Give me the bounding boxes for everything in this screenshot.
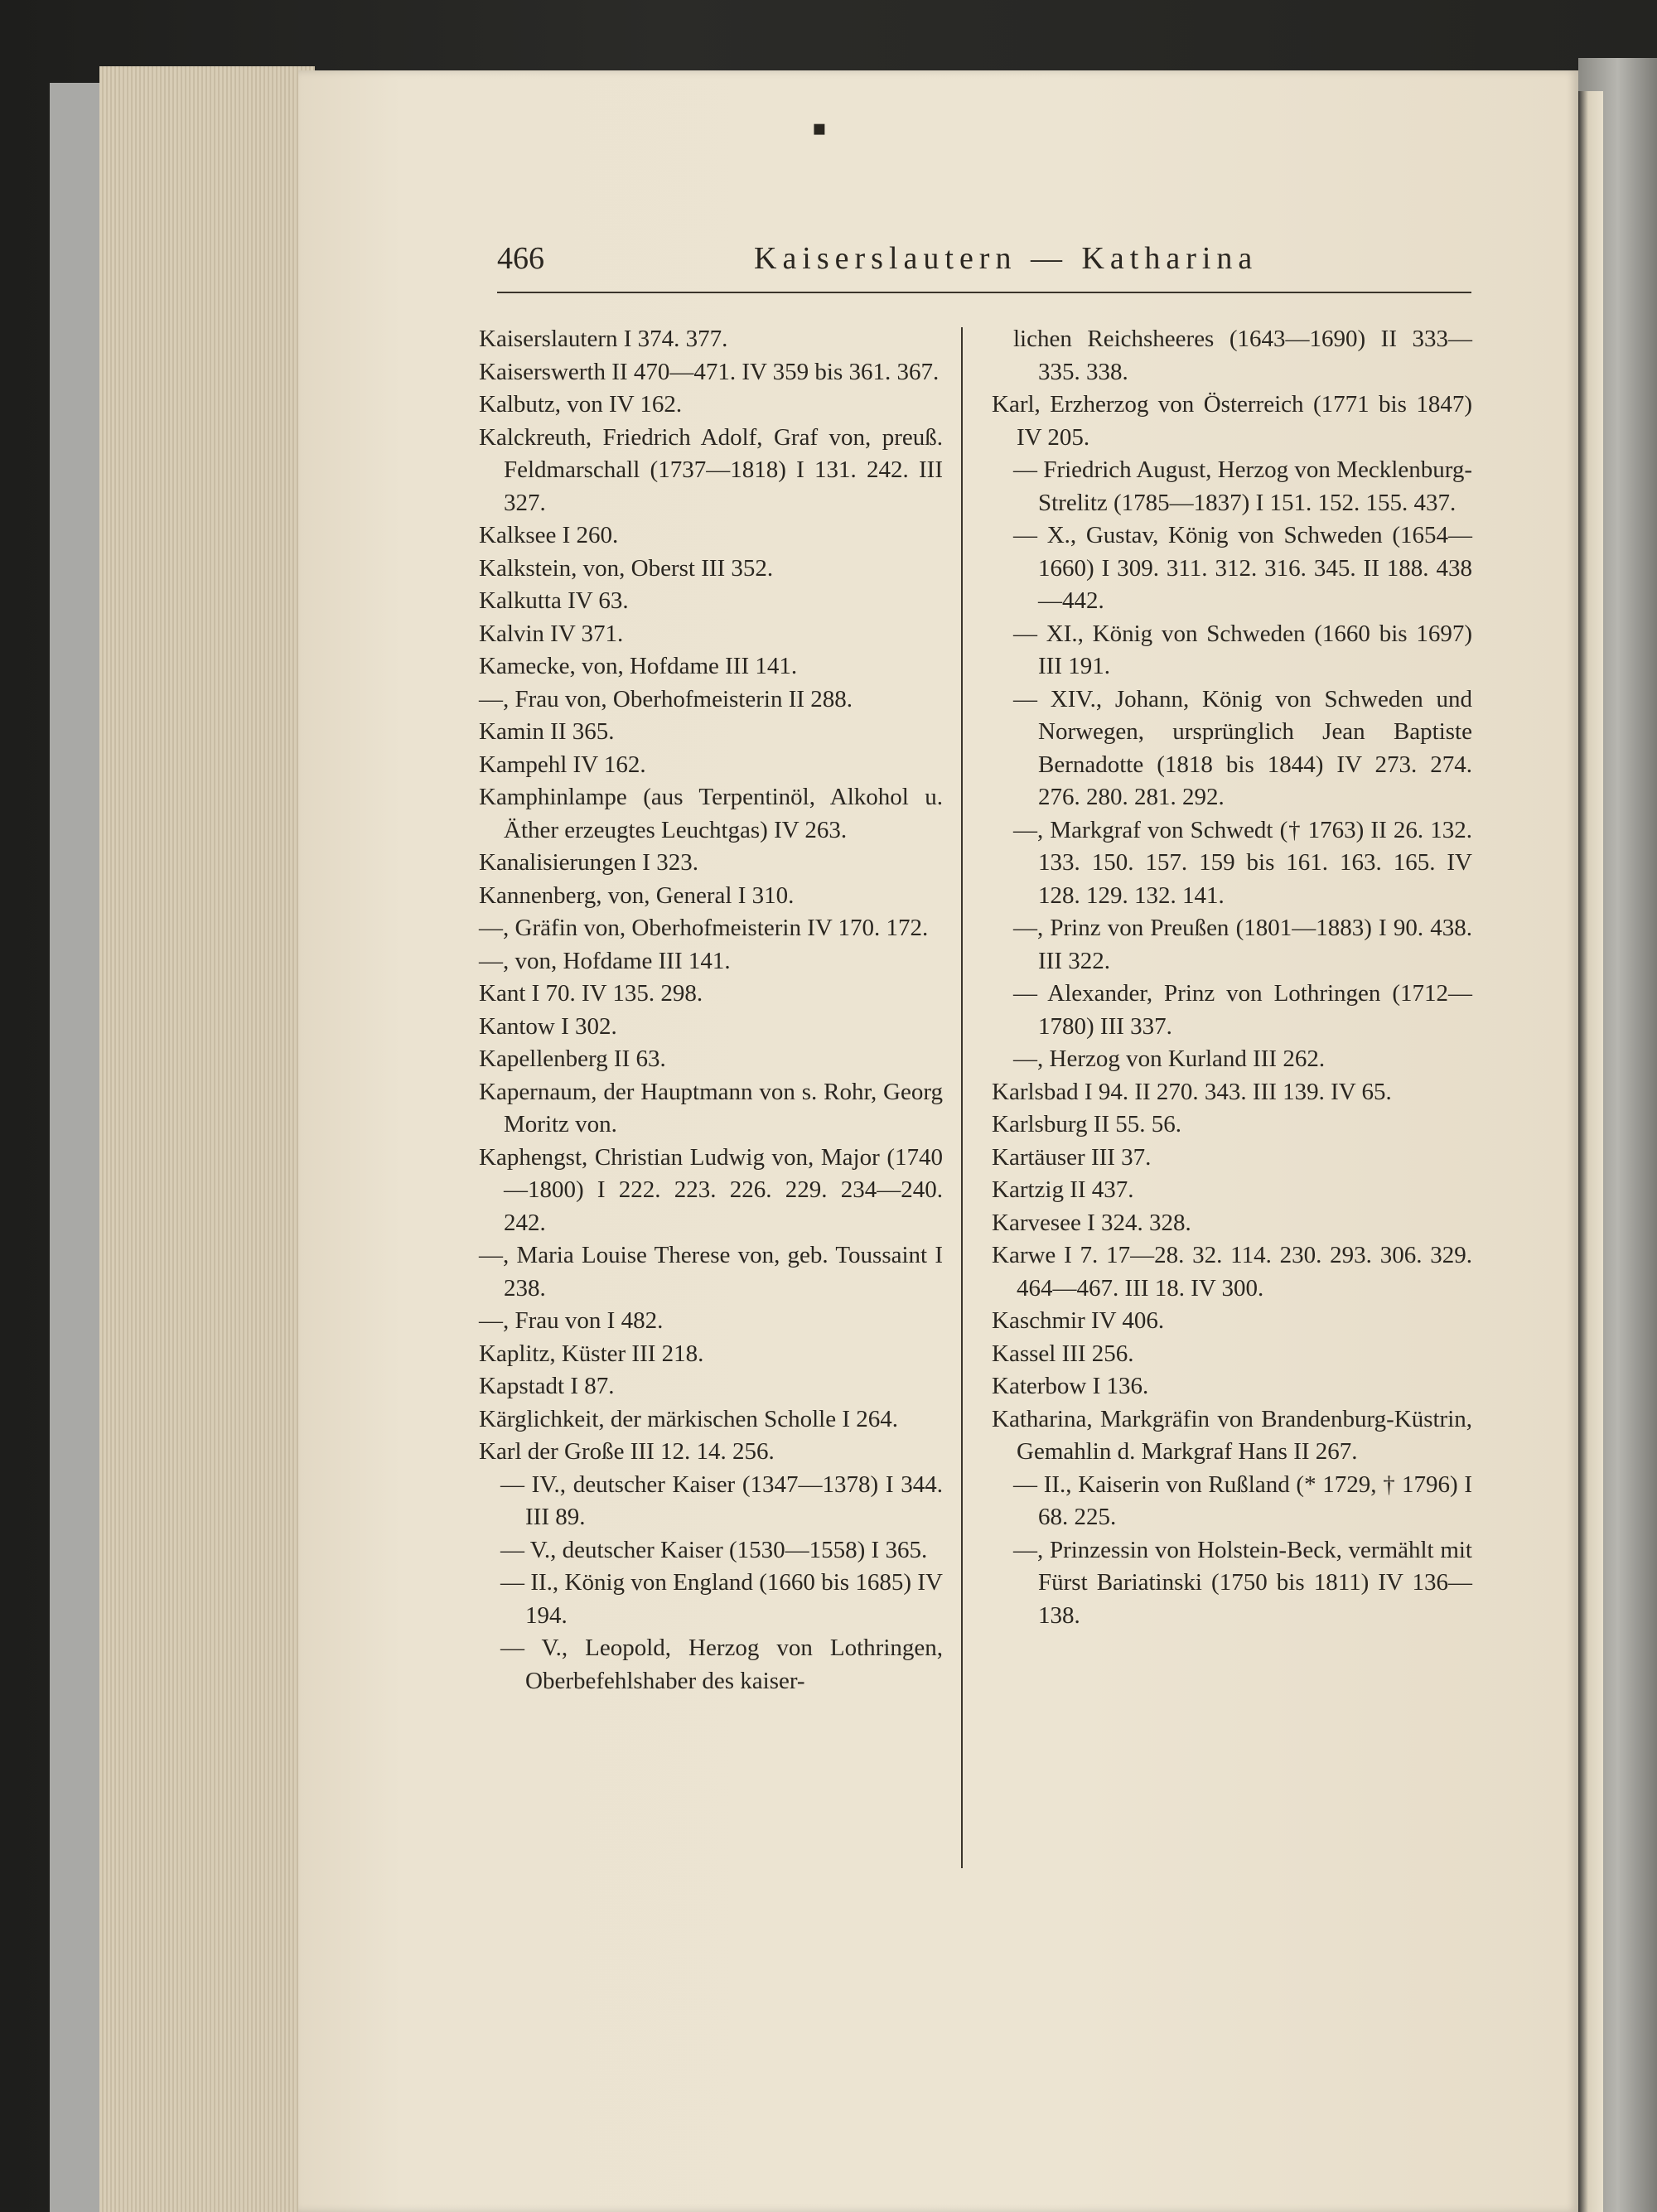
index-entry: Kapstadt I 87. — [479, 1373, 615, 1399]
index-entry: — V., deutscher Kaiser (1530—1558) I 365. — [500, 1536, 928, 1563]
index-entry: — Alexander, Prinz von Lothringen (1712—1780) III 337. — [1013, 980, 1472, 1040]
index-entry: Katharina, Markgräfin von Brandenburg-Küstrin, Gemahlin d. Markgraf Hans II 267. — [992, 1405, 1472, 1465]
index-entry: Kaiserslautern I 374. 377. — [479, 326, 728, 352]
page-header — [497, 240, 1475, 290]
index-entry: Kantow I 302. — [479, 1012, 617, 1040]
index-column-left — [479, 323, 943, 1698]
index-entry: Katerbow I 136. — [992, 1373, 1149, 1399]
index-entry: — V., Leopold, Herzog von Lothringen, Oberbefehlshaber des kaiser- — [500, 1635, 943, 1694]
page-gutter — [1578, 91, 1603, 2212]
index-entry: —, Prinzessin von Holstein-Beck, vermählt mit Fürst Bariatinski (1750 bis 1811) IV 136—138. — [1013, 1536, 1472, 1629]
index-entry: Karwe I 7. 17—28. 32. 114. 230. 293. 306. 329. 464—467. III 18. IV 300. — [992, 1242, 1472, 1302]
index-entry: —, Maria Louise Therese von, geb. Toussaint I 238. — [479, 1242, 943, 1302]
index-entry: Kalbutz, von IV 162. — [479, 391, 683, 418]
index-entry: Kanalisierungen I 323. — [479, 849, 698, 876]
index-entry: Kalkutta IV 63. — [479, 587, 629, 614]
index-entry: —, Herzog von Kurland III 262. — [1013, 1046, 1326, 1072]
index-entry: —, Frau von, Oberhofmeisterin II 288. — [479, 685, 853, 712]
index-entry: —, von, Hofdame III 141. — [479, 947, 731, 974]
index-entry: Kartäuser III 37. — [992, 1143, 1152, 1171]
index-entry: — II., Kaiserin von Rußland (* 1729, † 1796) I 68. 225. — [1013, 1471, 1472, 1530]
index-entry: — IV., deutscher Kaiser (1347—1378) I 344. III 89. — [500, 1471, 943, 1530]
index-entry: Kalkstein, von, Oberst III 352. — [479, 554, 774, 582]
running-head: Kaiserslautern — Katharina — [754, 241, 1258, 276]
index-entry: Kamin II 365. — [479, 718, 615, 745]
header-rule — [497, 292, 1471, 293]
index-entry: Kannenberg, von, General I 310. — [479, 881, 795, 909]
index-entry: Kalksee I 260. — [479, 522, 619, 548]
index-entry: Kamecke, von, Hofdame III 141. — [479, 653, 798, 679]
index-entry: Kärglichkeit, der märkischen Scholle I 264. — [479, 1405, 899, 1432]
index-entry: Kartzig II 437. — [992, 1176, 1134, 1203]
index-entry: Karl, Erzherzog von Österreich (1771 bis 1847) IV 205. — [992, 391, 1472, 451]
column-divider — [961, 327, 963, 1868]
index-entry: Kampehl IV 162. — [479, 751, 646, 778]
index-entry: Karlsbad I 94. II 270. 343. III 139. IV 65. — [992, 1078, 1392, 1105]
index-entry: —, Prinz von Preußen (1801—1883) I 90. 438. III 322. — [1013, 915, 1472, 974]
index-entry: Kassel III 256. — [992, 1340, 1134, 1367]
index-entry: — XI., König von Schweden (1660 bis 1697) III 191. — [1013, 620, 1472, 679]
index-entry: Kaplitz, Küster III 218. — [479, 1340, 704, 1367]
index-column-right — [992, 323, 1472, 1632]
index-entry: Kapernaum, der Hauptmann von s. Rohr, Georg Moritz von. — [479, 1078, 943, 1137]
index-entry: Kapellenberg II 63. — [479, 1046, 666, 1072]
index-entry: —, Gräfin von, Oberhofmeisterin IV 170. 172. — [479, 915, 929, 941]
page-edges — [99, 66, 315, 2212]
index-entry: Kant I 70. IV 135. 298. — [479, 980, 703, 1007]
index-entry: — Friedrich August, Herzog von Mecklenburg-Strelitz (1785—1837) I 151. 152. 155. 437. — [1013, 456, 1472, 516]
index-entry: —, Frau von I 482. — [479, 1307, 664, 1334]
page-number: 466 — [497, 241, 544, 276]
index-entry: Kalvin IV 371. — [479, 620, 624, 647]
index-entry: — II., König von England (1660 bis 1685) IV 194. — [500, 1569, 943, 1629]
index-entry: Kamphinlampe (aus Terpentinöl, Alkohol u. Äther erzeugtes Leuchtgas) IV 263. — [479, 784, 943, 843]
index-entry: Kaiserswerth II 470—471. IV 359 bis 361. 367. — [479, 358, 940, 385]
index-entry: —, Markgraf von Schwedt († 1763) II 26. 132. 133. 150. 157. 159 bis 161. 163. 165. IV 128. 129. 132. 141. — [1013, 816, 1472, 909]
index-entry: lichen Reichsheeres (1643—1690) II 333—335. 338. — [1013, 326, 1472, 385]
index-entry: — XIV., Johann, König von Schweden und Norwegen, ursprünglich Jean Baptiste Bernadotte (1818 bis 1844) IV 273. 274. 276. 280. 281. 292. — [1013, 685, 1472, 810]
ink-mark: ▪ — [812, 116, 827, 141]
index-entry: Karvesee I 324. 328. — [992, 1209, 1191, 1236]
index-entry: Karlsburg II 55. 56. — [992, 1111, 1182, 1137]
index-entry: Karl der Große III 12. 14. 256. — [479, 1438, 775, 1465]
index-entry: Kaschmir IV 406. — [992, 1307, 1165, 1334]
index-entry: — X., Gustav, König von Schweden (1654—1660) I 309. 311. 312. 316. 345. II 188. 438—442. — [1013, 522, 1472, 614]
index-entry: Kalckreuth, Friedrich Adolf, Graf von, preuß. Feldmarschall (1737—1818) I 131. 242. III 327. — [479, 423, 943, 516]
index-entry: Kaphengst, Christian Ludwig von, Major (1740—1800) I 222. 223. 226. 229. 234—240. 242. — [479, 1143, 943, 1236]
